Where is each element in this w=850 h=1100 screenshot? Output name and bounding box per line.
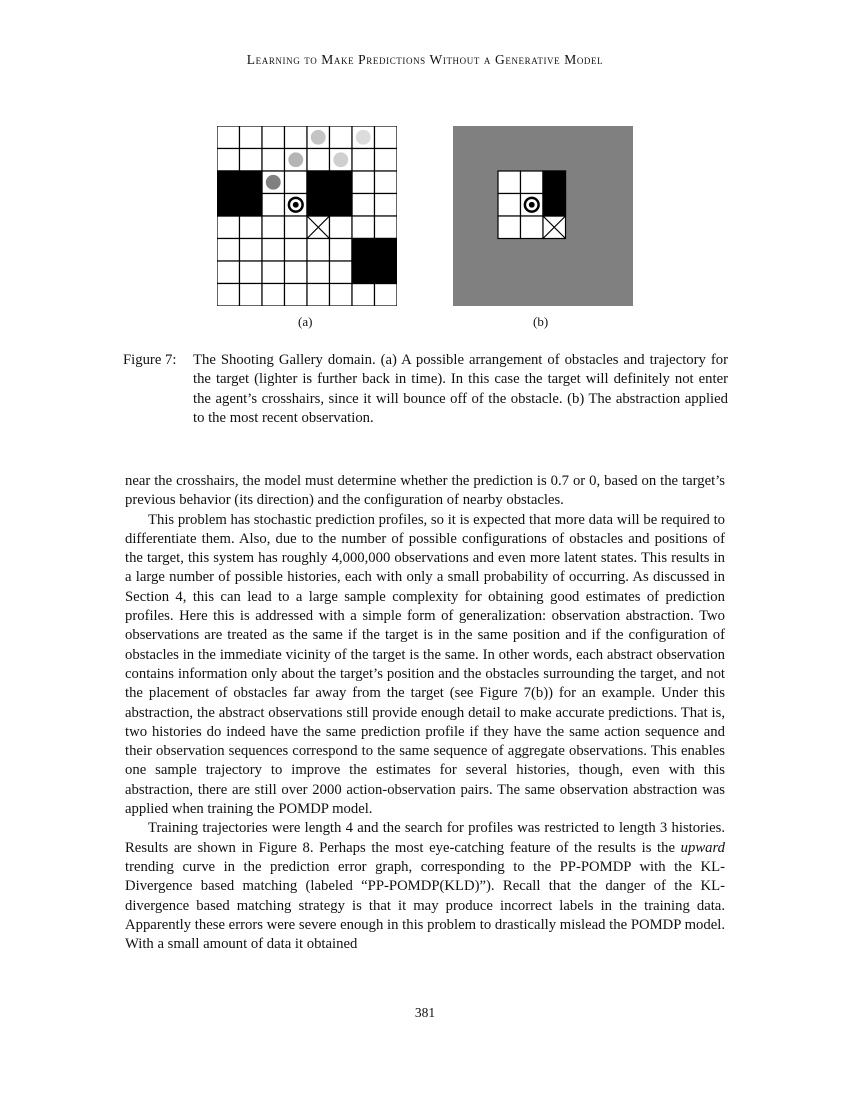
trajectory-marker — [333, 152, 348, 167]
grid-cell — [307, 261, 330, 284]
obstacle-cell — [330, 171, 353, 194]
grid-cell — [375, 284, 398, 307]
page-number: 381 — [414, 1005, 436, 1020]
caption-text: The Shooting Gallery domain. (a) A possible arrangement of obstacles and trajectory for the target (lighter is further back in time). In this case the target will definitely not enter the agent’s crosshairs, since it will bounce off of the obstacle. (b) The abstraction applied to the most recent observation. — [193, 352, 728, 427]
paragraph-3 — [125, 819, 725, 954]
grid-cell — [262, 149, 285, 172]
grid-cell — [498, 171, 521, 194]
grid-cell — [217, 216, 240, 239]
grid-cell — [307, 239, 330, 262]
grid-cell — [217, 239, 240, 262]
grid-cell — [240, 239, 263, 262]
panel-a-full-grid — [217, 126, 397, 306]
grid-cell — [375, 126, 398, 149]
paragraph-3-start: Training trajectories were length 4 and the search for profiles was restricted to length 3 histories. Results are shown in Figure 8. Perhaps the most eye-catching feature of the results is the — [125, 820, 725, 856]
body-text — [125, 472, 725, 954]
crosshair-icon — [288, 197, 304, 213]
grid-cell — [285, 261, 308, 284]
grid-cell — [375, 149, 398, 172]
panel-b-abstraction — [453, 126, 633, 306]
obstacle-cell — [240, 171, 263, 194]
grid-cell — [262, 216, 285, 239]
obstacle-cell — [307, 171, 330, 194]
grid-cell — [285, 284, 308, 307]
grid-cell — [262, 284, 285, 307]
grid-cell — [375, 194, 398, 217]
grid-cell — [240, 216, 263, 239]
panel-b-label: (b) — [533, 314, 549, 329]
obstacle-cell — [352, 239, 375, 262]
grid-cell — [285, 239, 308, 262]
grid-cell — [352, 284, 375, 307]
grid-cell — [521, 216, 544, 239]
obstacle-cell — [352, 261, 375, 284]
grid-cell — [285, 216, 308, 239]
figure-7 — [0, 125, 850, 335]
grid-cell — [240, 261, 263, 284]
grid-cell — [217, 284, 240, 307]
grid-cell — [240, 126, 263, 149]
grid-cell — [330, 261, 353, 284]
grid-cell — [262, 261, 285, 284]
grid-cell — [330, 126, 353, 149]
grid-cell — [498, 216, 521, 239]
paragraph-1: near the crosshairs, the model must determine whether the prediction is 0.7 or 0, based on the target’s previous behavior (its direction) and the configuration of nearby obstacles. — [125, 473, 725, 509]
paragraph-2: This problem has stochastic prediction profiles, so it is expected that more data will be required to differentiate them. Also, due to the number of possible configurations of obstacles and positions of the target, this system has roughly 4,000,000 observations and even more latent states. This results in a large number of possible histories, each with only a small probability of occurring. As discussed in Section 4, this can lead to a large sample complexity for obtaining good estimates of prediction profiles. Here this is addressed with a simple form of generalization: observation abstraction. Two observations are treated as the same if the target is in the same position and if the configuration of obstacles in the immediate vicinity of the target is the same. In other words, each abstract observation contains information only about the target’s position and the obstacles surrounding the target, and not the placement of obstacles far away from the target (see Figure 7(b)) for an example. Under this abstraction, the abstract observations still provide enough detail to make accurate predictions. That is, two histories do indeed have the same prediction profile if they have the same action sequence and their observation sequences correspond to the same sequence of aggregate observations. This enables one sample trajectory to improve the estimates for several histories, though, even with this abstraction, there are still over 2000 action-observation pairs. The same observation abstraction was applied when training the POMDP model. — [125, 511, 725, 818]
grid-cell — [330, 216, 353, 239]
grid-cell — [375, 171, 398, 194]
grid-cell — [521, 171, 544, 194]
grid-cell — [352, 216, 375, 239]
grid-cell — [285, 126, 308, 149]
obstacle-cell — [375, 239, 398, 262]
obstacle-cell — [240, 194, 263, 217]
grid-cell — [352, 149, 375, 172]
trajectory-marker — [356, 130, 371, 145]
grid-cell — [307, 284, 330, 307]
grid-cell — [375, 216, 398, 239]
obstacle-cell — [543, 194, 566, 217]
grid-cell — [217, 261, 240, 284]
grid-cell — [352, 194, 375, 217]
obstacle-cell — [375, 261, 398, 284]
grid-cell — [330, 239, 353, 262]
grid-cell — [240, 149, 263, 172]
obstacle-cell — [307, 194, 330, 217]
grid-cell — [217, 126, 240, 149]
figure-caption — [123, 351, 728, 429]
grid-cell — [498, 194, 521, 217]
panel-a-label: (a) — [298, 314, 313, 329]
trajectory-marker — [311, 130, 326, 145]
grid-cell — [262, 194, 285, 217]
obstacle-cell — [543, 171, 566, 194]
paragraph-3-end: trending curve in the prediction error graph, corresponding to the PP-POMDP with the KL-Divergence based matching (labeled “PP-POMDP(KLD)”). Recall that the danger of the KL-divergence based matching strategy is that it may produce incorrect labels in the training data. Apparently these errors were severe enough in this problem to drastically mislead the POMDP model. With a small amount of data it obtained — [125, 858, 725, 953]
grid-cell — [262, 239, 285, 262]
grid-cell — [262, 126, 285, 149]
emphasis-upward: upward — [680, 839, 725, 856]
grid-cell — [217, 149, 240, 172]
obstacle-cell — [330, 194, 353, 217]
running-head: Learning to Make Predictions Without a Generative Model — [246, 52, 604, 67]
grid-cell — [240, 284, 263, 307]
grid-cell — [285, 171, 308, 194]
grid-cell — [307, 149, 330, 172]
grid-cell — [330, 284, 353, 307]
crosshair-icon — [524, 197, 540, 213]
grid-cell — [352, 171, 375, 194]
trajectory-marker — [266, 175, 281, 190]
obstacle-cell — [217, 171, 240, 194]
obstacle-cell — [217, 194, 240, 217]
trajectory-marker — [288, 152, 303, 167]
caption-label: Figure 7: — [123, 352, 177, 368]
